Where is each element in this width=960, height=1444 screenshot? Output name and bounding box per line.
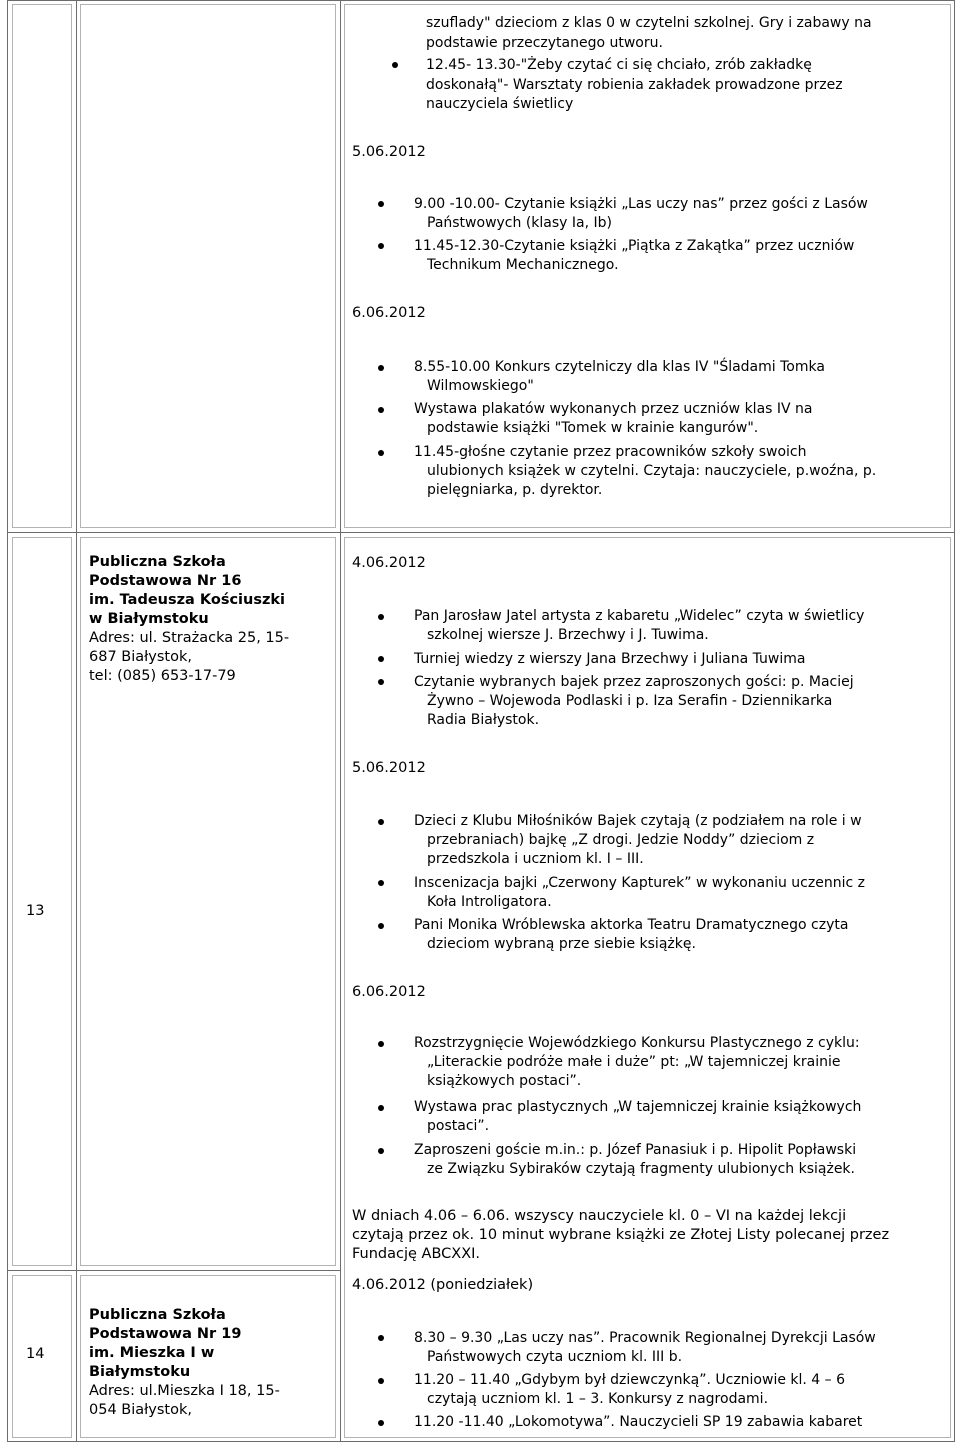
list-item-line: Wilmowskiego" [427,378,534,394]
school-phone-line: tel: (085) 653-17-79 [89,668,236,684]
bullet-icon [378,819,384,825]
cell-outline [12,4,72,528]
list-item-line: 11.45-12.30-Czytanie książki „Piątka z Zakątka” przez uczniów [414,238,855,254]
list-item-line: przedszkola i uczniom kl. I – III. [427,851,644,867]
list-item-line: Dzieci z Klubu Miłośników Bajek czytają (z podziałem na role i w [414,813,862,829]
list-item-line: 12.45- 13.30-"Żeby czytać ci się chciało, zrób zakładkę [426,57,812,73]
bullet-icon [378,450,384,456]
list-item-line: „Literackie podróże małe i duże” pt: „W tajemniczej krainie [427,1054,841,1070]
row-divider-14 [7,1270,340,1271]
bullet-icon [378,407,384,413]
date-heading: 6.06.2012 [352,984,426,1000]
list-item-line: dzieciom wybraną prze siebie książkę. [427,936,696,952]
school-name-line: Białymstoku [89,1364,191,1380]
bullet-icon [378,1041,384,1047]
school-name-line: im. Mieszka I w [89,1345,215,1361]
school-address-line: 054 Białystok, [89,1402,192,1418]
list-item-line: Inscenizacja bajki „Czerwony Kapturek” w wykonaniu uczennic z [414,875,865,891]
footer-note-line: czytają przez ok. 10 minut wybrane książki ze Złotej Listy polecanej przez [352,1227,890,1243]
bullet-icon [378,1148,384,1154]
date-heading: 4.06.2012 [352,555,426,571]
list-item-line: Pani Monika Wróblewska aktorka Teatru Dramatycznego czyta [414,917,849,933]
list-item-line: nauczyciela świetlicy [426,96,574,112]
cell-outline [80,4,336,528]
list-item-line: Państwowych czyta uczniom kl. III b. [427,1349,683,1365]
bullet-icon [378,365,384,371]
column-divider-1 [76,0,77,1442]
date-heading: 6.06.2012 [352,305,426,321]
bullet-icon [378,679,384,685]
row-number: 14 [26,1346,45,1362]
school-name-line: im. Tadeusza Kościuszki [89,592,286,608]
bullet-icon [378,923,384,929]
list-item-line: przebraniach) bajkę „Z drogi. Jedzie Noddy” dzieciom z [427,832,815,848]
row-divider-13 [7,532,955,533]
list-item-line: Wystawa plakatów wykonanych przez uczniów klas IV na [414,401,813,417]
list-item-line: podstawie przeczytanego utworu. [426,35,663,51]
list-item-line: Radia Białystok. [427,712,540,728]
list-item-line: Turniej wiedzy z wierszy Jana Brzechwy i Juliana Tuwima [414,651,806,667]
list-item-line: Zaproszeni goście m.in.: p. Józef Panasiuk i p. Hipolit Popławski [414,1142,857,1158]
bullet-icon [378,1105,384,1111]
list-item-line: doskonałą"- Warsztaty robienia zakładek prowadzone przez [426,77,843,93]
bullet-icon [378,656,384,662]
list-item-line: Technikum Mechanicznego. [427,257,619,273]
bullet-icon [378,614,384,620]
bullet-icon [378,1420,384,1426]
school-address-line: Adres: ul. Strażacka 25, 15- [89,630,290,646]
cell-outline [12,537,72,1266]
footer-note-line: W dniach 4.06 – 6.06. wszyscy nauczyciele kl. 0 – VI na każdej lekcji [352,1208,847,1224]
bullet-icon [378,201,384,207]
school-name-line: Podstawowa Nr 19 [89,1326,242,1342]
list-item-line: 11.20 – 11.40 „Gdybym był dziewczynką”. Uczniowie kl. 4 – 6 [414,1372,846,1388]
list-item-line: ze Związku Sybiraków czytają fragmenty ulubionych książek. [427,1161,855,1177]
list-item-line: Rozstrzygnięcie Wojewódzkiego Konkursu Plastycznego z cyklu: [414,1035,860,1051]
list-item-line: Pan Jarosław Jatel artysta z kabaretu „Widelec” czyta w świetlicy [414,608,865,624]
list-item-line: Koła Introligatora. [427,894,552,910]
list-item-line: pielęgniarka, p. dyrektor. [427,482,603,498]
school-name-line: Podstawowa Nr 16 [89,573,242,589]
list-item-line: 11.45-głośne czytanie przez pracowników szkoły swoich [414,444,807,460]
list-item-line: Państwowych (klasy Ia, Ib) [427,215,612,231]
list-item-line: 8.30 – 9.30 „Las uczy nas”. Pracownik Regionalnej Dyrekcji Lasów [414,1330,876,1346]
school-address-line: 687 Białystok, [89,649,192,665]
column-divider-2 [340,0,341,1442]
list-item-line: szkolnej wiersze J. Brzechwy i J. Tuwima. [427,627,709,643]
school-name-line: Publiczna Szkoła [89,1307,226,1323]
bullet-icon [378,1335,384,1341]
list-item-line: książkowych postaci”. [427,1073,582,1089]
row-number: 13 [26,903,45,919]
list-item-line: szuflady" dzieciom z klas 0 w czytelni szkolnej. Gry i zabawy na [426,15,872,31]
list-item-line: Wystawa prac plastycznych „W tajemniczej krainie książkowych [414,1099,862,1115]
list-item-line: podstawie książki "Tomek w krainie kangurów". [427,420,759,436]
footer-note-line: Fundację ABCXXI. [352,1246,481,1262]
list-item-line: postaci”. [427,1118,490,1134]
date-heading: 4.06.2012 (poniedziałek) [352,1277,534,1293]
bullet-icon [392,62,398,68]
list-item-line: 11.20 -11.40 „Lokomotywa”. Nauczycieli SP 19 zabawia kabaret [414,1414,863,1430]
list-item-line: 9.00 -10.00- Czytanie książki „Las uczy nas” przez gości z Lasów [414,196,868,212]
bullet-icon [378,880,384,886]
school-name-line: Publiczna Szkoła [89,554,226,570]
list-item-line: 8.55-10.00 Konkurs czytelniczy dla klas IV "Śladami Tomka [414,359,825,375]
date-heading: 5.06.2012 [352,760,426,776]
list-item-line: ulubionych książek w czytelni. Czytaja: nauczyciele, p.woźna, p. [427,463,877,479]
list-item-line: Żywno – Wojewoda Podlaski i p. Iza Serafin - Dziennikarka [427,693,833,709]
list-item-line: czytają uczniom kl. 1 – 3. Konkursy z nagrodami. [427,1391,769,1407]
list-item-line: Czytanie wybranych bajek przez zaproszonych gości: p. Maciej [414,674,854,690]
bullet-icon [378,243,384,249]
date-heading: 5.06.2012 [352,144,426,160]
school-name-line: w Białymstoku [89,611,209,627]
school-address-line: Adres: ul.Mieszka I 18, 15- [89,1383,280,1399]
bullet-icon [378,1378,384,1384]
